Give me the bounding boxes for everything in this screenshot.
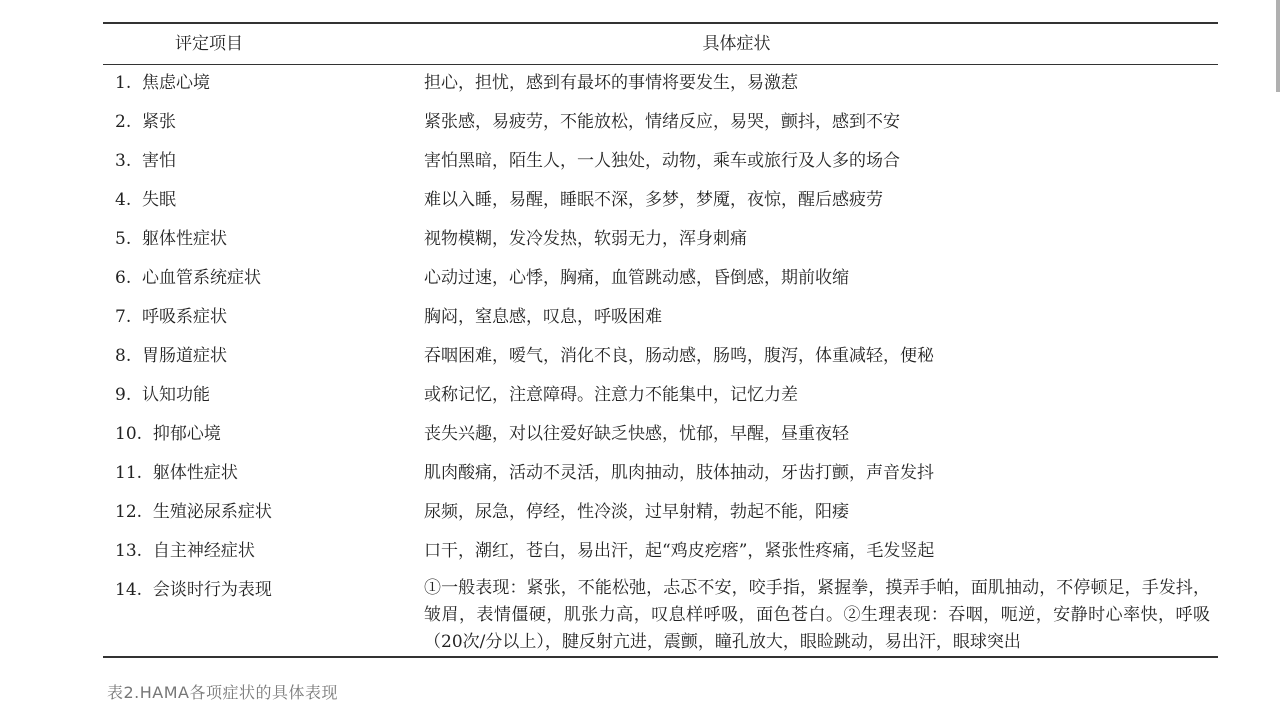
table-row [103,182,1218,221]
table-caption: 表2.HAMA各项症状的具体表现 [107,683,338,702]
item-label: 害怕 [142,151,177,171]
item-cell [103,377,415,416]
item-label: 生殖泌尿系症状 [152,502,272,522]
item-number: 6. [115,268,132,288]
item-number: 14. [115,580,143,600]
symptom-cell: 丧失兴趣，对以往爱好缺乏快感，忧郁，早醒，昼重夜轻 [424,424,849,444]
table-row [103,377,1218,416]
item-cell [103,494,415,533]
table-row [103,416,1218,455]
item-label: 焦虑心境 [142,73,211,93]
hama-symptom-table [103,22,1218,658]
table-row [103,338,1218,377]
table-row [103,221,1218,260]
item-label: 胃肠道症状 [142,346,228,366]
item-number: 12. [115,502,143,522]
table-header [103,23,1218,65]
table-row [103,143,1218,182]
symptom-cell: 视物模糊，发冷发热，软弱无力，浑身刺痛 [424,229,747,249]
item-cell [103,260,415,299]
item-number: 10. [115,424,143,444]
item-cell [103,143,415,182]
scrollbar-edge [1276,0,1280,92]
table-row [103,455,1218,494]
item-number: 8. [115,346,132,366]
symptom-cell: 或称记忆，注意障碍。注意力不能集中，记忆力差 [424,385,798,405]
item-number: 4. [115,190,132,210]
item-label: 躯体性症状 [152,463,238,483]
item-label: 呼吸系症状 [142,307,228,327]
item-label: 失眠 [142,190,177,210]
symptom-cell: 难以入睡，易醒，睡眠不深，多梦，梦魇，夜惊，醒后感疲劳 [424,190,883,210]
symptom-cell: 心动过速，心悸，胸痛，血管跳动感，昏倒感，期前收缩 [424,268,849,288]
header-row [103,23,1218,65]
symptom-cell: 肌肉酸痛，活动不灵活，肌肉抽动，肢体抽动，牙齿打颤，声音发抖 [424,463,934,483]
table-body [103,65,1218,658]
item-cell [103,221,415,260]
item-cell [103,104,415,143]
table-row [103,494,1218,533]
item-number: 5. [115,229,132,249]
symptom-cell: 胸闷，窒息感，叹息，呼吸困难 [424,307,662,327]
item-cell [103,572,415,657]
item-label: 抑郁心境 [152,424,221,444]
symptom-cell: 尿频，尿急，停经，性冷淡，过早射精，勃起不能，阳痿 [424,502,849,522]
symptom-cell: ①一般表现：紧张，不能松弛，忐忑不安，咬手指，紧握拳，摸弄手帕，面肌抽动，不停顿足，手发抖，皱眉，表情僵硬，肌张力高，叹息样呼吸，面色苍白。②生理表现：吞咽，呃逆，安静时心率快，呼吸（20次/分以上），腱反射亢进，震颤，瞳孔放大，眼睑跳动，易出汗，眼球突出 [424,578,1210,652]
item-cell [103,455,415,494]
item-number: 9. [115,385,132,405]
table-row [103,533,1218,572]
header-symptom: 具体症状 [415,23,1218,65]
item-cell [103,416,415,455]
symptom-cell: 害怕黑暗，陌生人，一人独处，动物，乘车或旅行及人多的场合 [424,151,900,171]
table-row [103,299,1218,338]
symptom-cell: 紧张感，易疲劳，不能放松，情绪反应，易哭，颤抖，感到不安 [424,112,900,132]
item-label: 自主神经症状 [152,541,255,561]
item-number: 3. [115,151,132,171]
item-number: 2. [115,112,132,132]
item-number: 7. [115,307,132,327]
item-label: 心血管系统症状 [142,268,262,288]
item-number: 11. [115,463,143,483]
item-cell [103,65,415,105]
symptom-cell: 口干，潮红，苍白，易出汗，起“鸡皮疙瘩”，紧张性疼痛，毛发竖起 [424,541,935,561]
item-label: 会谈时行为表现 [152,580,272,600]
symptom-cell: 担心，担忧，感到有最坏的事情将要发生，易激惹 [424,73,798,93]
item-cell [103,182,415,221]
table-row [103,260,1218,299]
item-cell [103,299,415,338]
item-cell [103,533,415,572]
table-row [103,104,1218,143]
header-item: 评定项目 [103,23,415,65]
table-row [103,572,1218,657]
item-number: 13. [115,541,143,561]
item-label: 紧张 [142,112,177,132]
table-row [103,65,1218,105]
item-label: 认知功能 [142,385,211,405]
item-cell [103,338,415,377]
item-label: 躯体性症状 [142,229,228,249]
symptom-cell: 吞咽困难，嗳气，消化不良，肠动感，肠鸣，腹泻，体重减轻，便秘 [424,346,934,366]
item-number: 1. [115,73,132,93]
